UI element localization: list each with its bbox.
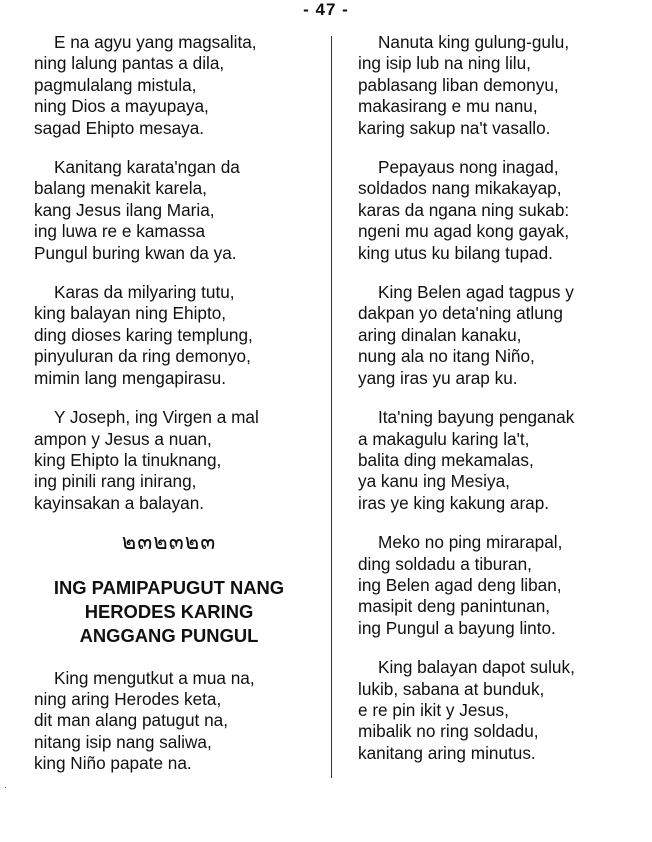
- verse-line: ngeni mu agad kong gayak,: [358, 221, 570, 242]
- heading-line-2: HERODES KARING: [84, 600, 254, 622]
- verse-line: ing isip lub na ning lilu,: [358, 53, 531, 74]
- ornament-glyphs: ๒๓๒๓๒๓: [121, 530, 217, 556]
- verse-line: king Niño papate na.: [34, 753, 192, 774]
- verse-line: King mengutkut a mua na,: [54, 667, 255, 688]
- verse-line: yang iras yu arap ku.: [358, 367, 518, 388]
- verse-line: sagad Ehipto mesaya.: [34, 117, 205, 138]
- verse-line: ning aring Herodes keta,: [34, 688, 222, 709]
- verse-line: King Belen agad tagpus y: [378, 282, 574, 303]
- verse-line: dakpan yo deta'ning atlung: [358, 303, 563, 324]
- verse-line: dit man alang patugut na,: [34, 710, 228, 731]
- verse-line: karing sakup na't vasallo.: [358, 117, 551, 138]
- verse-line: lukib, sabana at bunduk,: [358, 678, 545, 699]
- verse-line: soldados nang mikakayap,: [358, 178, 562, 199]
- column-divider: [331, 36, 332, 778]
- stanza: [34, 282, 324, 389]
- verse-line: Pepayaus nong inagad,: [378, 157, 559, 178]
- verse-line: ing pinili rang inirang,: [34, 471, 197, 492]
- verse-line: a makagulu karing la't,: [358, 428, 530, 449]
- stanza: [358, 532, 648, 639]
- stanza: [34, 157, 324, 264]
- verse-line: ning Dios a mayupaya,: [34, 96, 209, 117]
- stanza: [358, 657, 648, 764]
- right-column: [358, 32, 648, 782]
- verse-line: nung ala no itang Niño,: [358, 346, 535, 367]
- left-column: [34, 32, 324, 793]
- stanza: [34, 668, 324, 775]
- stanza: [358, 407, 648, 514]
- verse-line: aring dinalan kanaku,: [358, 324, 522, 345]
- verse-line: ing Pungul a bayung linto.: [358, 617, 556, 638]
- left-stanzas-top: [34, 32, 324, 514]
- verse-line: King balayan dapot suluk,: [378, 657, 575, 678]
- stanza: [34, 32, 324, 139]
- verse-line: pablasang liban demonyu,: [358, 74, 559, 95]
- verse-line: kayinsakan a balayan.: [34, 492, 205, 513]
- page-number: - 47 -: [303, 0, 349, 19]
- verse-line: ing Belen agad deng liban,: [358, 574, 562, 595]
- verse-line: king balayan ning Ehipto,: [34, 303, 227, 324]
- verse-line: ning lalung pantas a dila,: [34, 53, 225, 74]
- scan-speck: ·: [4, 782, 7, 792]
- verse-line: ding soldadu a tiburan,: [358, 553, 532, 574]
- stanza: [358, 157, 648, 264]
- verse-line: king Ehipto la tinuknang,: [34, 449, 222, 470]
- heading-line-3: ANGGANG PUNGUL: [79, 624, 259, 646]
- verse-line: ing luwa re e kamassa: [34, 221, 206, 242]
- verse-line: makasirang e mu nanu,: [358, 96, 538, 117]
- verse-line: nitang isip nang saliwa,: [34, 731, 212, 752]
- verse-line: Pungul buring kwan da ya.: [34, 242, 237, 263]
- verse-line: iras ye king kakung arap.: [358, 492, 550, 513]
- section-heading: [34, 576, 304, 648]
- verse-line: ding dioses karing templung,: [34, 324, 253, 345]
- verse-line: masipit deng panintunan,: [358, 596, 551, 617]
- verse-line: pinyuluran da ring demonyo,: [34, 346, 251, 367]
- stanza: [358, 32, 648, 139]
- verse-line: mibalik no ring soldadu,: [358, 721, 539, 742]
- verse-line: e re pin ikit y Jesus,: [358, 699, 509, 720]
- verse-line: mimin lang mengapirasu.: [34, 367, 227, 388]
- stanza: [34, 407, 324, 514]
- verse-line: Y Joseph, ing Virgen a mal: [54, 407, 259, 428]
- verse-line: Kanitang karata'ngan da: [54, 157, 240, 178]
- verse-line: karas da ngana ning sukab:: [358, 199, 570, 220]
- verse-line: Meko no ping mirarapal,: [378, 532, 563, 553]
- verse-line: kang Jesus ilang Maria,: [34, 199, 215, 220]
- verse-line: Karas da milyaring tutu,: [54, 282, 235, 303]
- verse-line: pagmulalang mistula,: [34, 74, 197, 95]
- verse-line: ampon y Jesus a nuan,: [34, 428, 212, 449]
- right-stanzas: [358, 32, 648, 764]
- decorative-ornament: [34, 530, 304, 556]
- heading-line-1: ING PAMIPAPUGUT NANG: [53, 576, 285, 598]
- verse-line: balita ding mekamalas,: [358, 449, 534, 470]
- verse-line: Ita'ning bayung penganak: [378, 407, 575, 428]
- stanza: [358, 282, 648, 389]
- left-stanzas-bottom: [34, 668, 324, 775]
- verse-line: E na agyu yang magsalita,: [54, 32, 257, 52]
- verse-line: kanitang aring minutus.: [358, 742, 536, 763]
- verse-line: ya kanu ing Mesiya,: [358, 471, 510, 492]
- verse-line: balang menakit karela,: [34, 178, 207, 199]
- verse-line: Nanuta king gulung-gulu,: [378, 32, 570, 52]
- verse-line: king utus ku bilang tupad.: [358, 242, 553, 263]
